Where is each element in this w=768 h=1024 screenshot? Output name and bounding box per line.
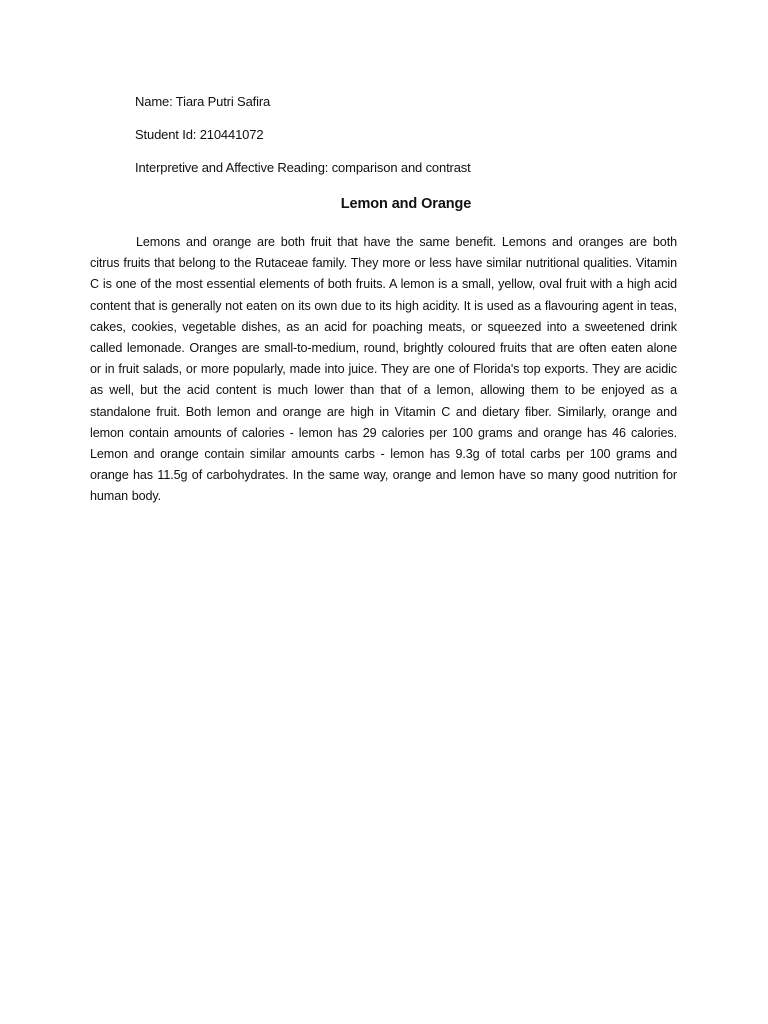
course-title: Interpretive and Affective Reading: comparison and contrast xyxy=(135,160,471,175)
body-paragraph: Lemons and orange are both fruit that have the same benefit. Lemons and oranges are both citrus fruits that belong to the Rutaceae family. They more or less have similar nutritional qualities. Vitamin C is one of the most essential elements of both fruits. A lemon is a small, yellow, oval fruit with a high acid content that is generally not eaten on its own due to its high acidity. It is used as a flavouring agent in teas, cakes, cookies, vegetable dishes, as an acid for poaching meats, or squeezed into a sweetened drink called lemonade. Oranges are small-to-medium, round, brightly coloured fruits that are often eaten alone or in fruit salads, or more popularly, made into juice. They are one of Florida's top exports. They are acidic as well, but the acid content is much lower than that of a lemon, allowing them to be enjoyed as a standalone fruit. Both lemon and orange are high in Vitamin C and dietary fiber. Similarly, orange and lemon contain amounts of calories - lemon has 29 calories per 100 grams and orange has 46 calories. Lemon and orange contain similar amounts carbs - lemon has 9.3g of total carbs per 100 grams and orange has 11.5g of carbohydrates. In the same way, orange and lemon have so many good nutrition for human body. xyxy=(90,235,677,504)
document-title: Lemon and Orange xyxy=(340,196,472,212)
student-id: Student Id: 210441072 xyxy=(135,127,264,142)
student-name: Name: Tiara Putri Safira xyxy=(135,94,271,109)
